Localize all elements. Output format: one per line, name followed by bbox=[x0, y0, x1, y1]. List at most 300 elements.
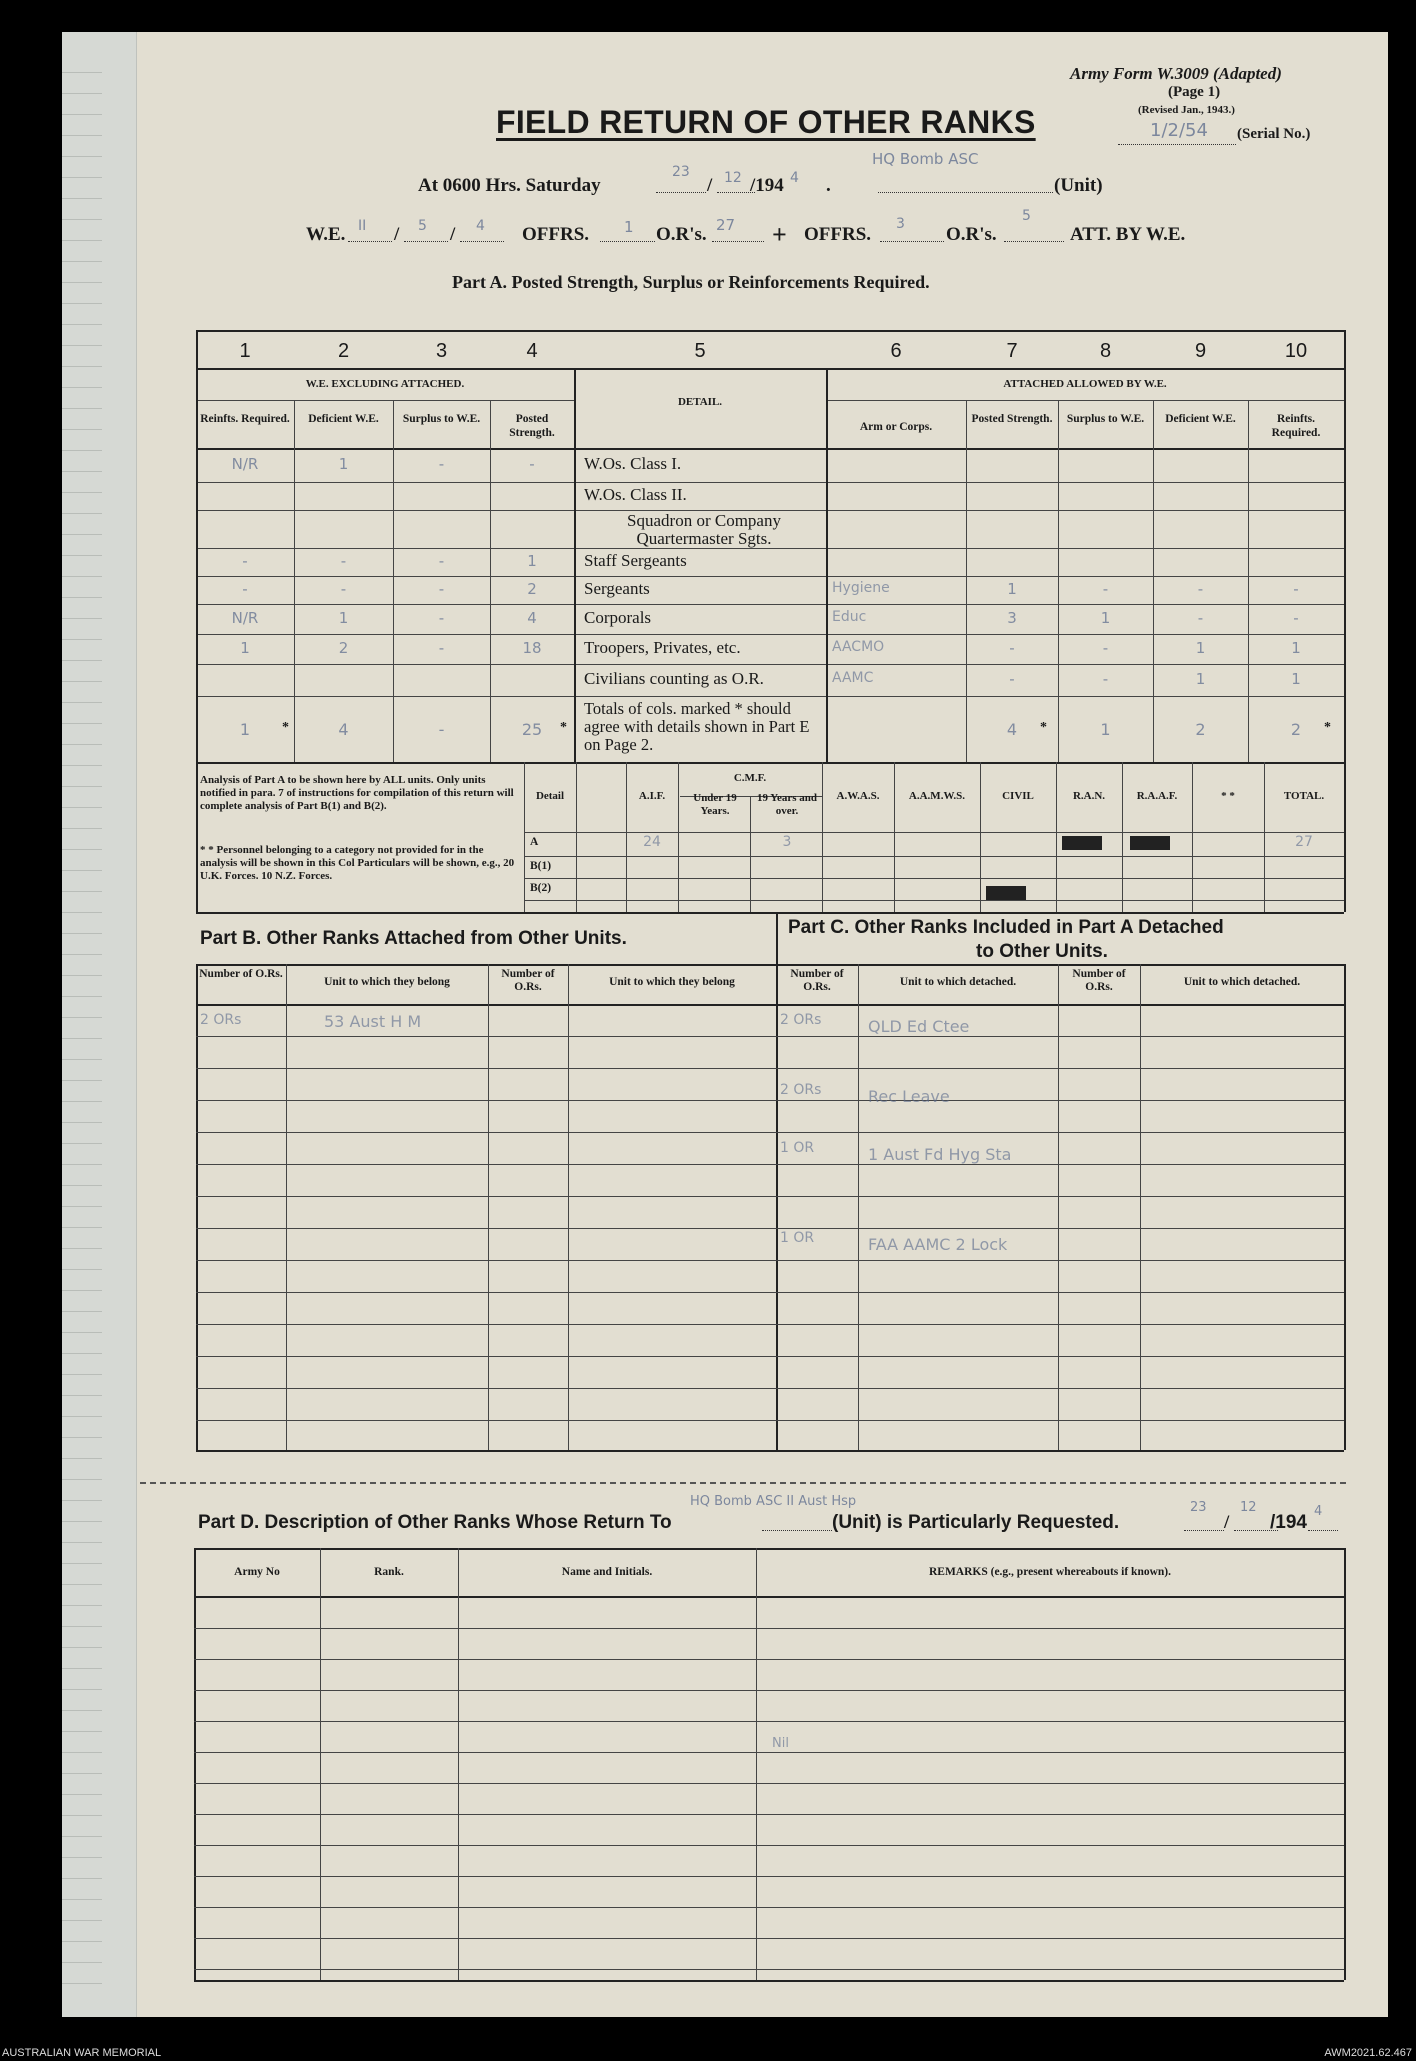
table-rule-h bbox=[194, 1845, 1344, 1846]
strip-mark bbox=[62, 1101, 102, 1102]
table-rule-h bbox=[194, 1628, 1344, 1629]
cell-value: 1 bbox=[1291, 639, 1301, 657]
strip-mark bbox=[62, 1185, 102, 1186]
offrs2-value: 3 bbox=[896, 216, 905, 232]
strip-mark bbox=[62, 366, 102, 367]
part-c-unit: FAA AAMC 2 Lock bbox=[868, 1235, 1008, 1254]
part-d-year-prefix: /194 bbox=[1270, 1512, 1307, 1533]
table-rule-h bbox=[194, 1548, 1344, 1550]
col-number-9: 9 bbox=[1194, 340, 1207, 362]
year-prefix: /194 bbox=[750, 175, 784, 196]
strip-mark bbox=[62, 1878, 102, 1879]
strip-mark bbox=[62, 450, 102, 451]
analysis-header-ran: R.A.N. bbox=[1072, 790, 1106, 802]
strip-mark bbox=[62, 1437, 102, 1438]
strip-mark bbox=[62, 1269, 102, 1270]
analysis-note: Analysis of Part A to be shown here by ALL units. Only units notified in para. 7 of instructions for compilation of this return will complete analysis of Part B(1) and B(2). bbox=[200, 774, 514, 812]
table-rule-h bbox=[524, 878, 1344, 879]
total-value: 4 bbox=[338, 720, 349, 739]
strip-mark bbox=[62, 618, 102, 619]
part-d-unit-label: (Unit) is Particularly Requested. bbox=[832, 1512, 1120, 1533]
cell-value: - bbox=[438, 580, 445, 598]
table-rule-h bbox=[194, 1721, 1344, 1722]
part-d-remark: Nil bbox=[772, 1736, 789, 1751]
cell-value: - bbox=[1197, 580, 1204, 598]
at-line-label: At 0600 Hrs. Saturday bbox=[418, 175, 601, 196]
analysis-row-label: B(1) bbox=[530, 860, 552, 872]
part-c-header: Number of O.Rs. bbox=[790, 968, 844, 993]
strip-mark bbox=[62, 912, 102, 913]
strip-mark bbox=[62, 1794, 102, 1795]
strip-mark bbox=[62, 828, 102, 829]
strip-mark bbox=[62, 1500, 102, 1501]
unit-label: (Unit) bbox=[1054, 175, 1103, 196]
group-left-header: W.E. EXCLUDING ATTACHED. bbox=[305, 378, 465, 390]
table-rule-v bbox=[776, 912, 778, 964]
strip-mark bbox=[62, 219, 102, 220]
strip-mark bbox=[62, 471, 102, 472]
blacked-out-cell bbox=[986, 886, 1026, 900]
analysis-header-civil: CIVIL bbox=[1002, 790, 1034, 802]
cell-value: - bbox=[438, 609, 445, 627]
arm-corps-value: Hygiene bbox=[832, 580, 890, 596]
offrs-value: 1 bbox=[624, 218, 634, 236]
analysis-header-aamws: A.A.M.W.S. bbox=[908, 790, 966, 802]
table-rule-h bbox=[196, 696, 1344, 697]
table-rule-h bbox=[196, 1100, 1344, 1101]
cell-value: 18 bbox=[522, 639, 542, 657]
cell-value: - bbox=[242, 552, 248, 570]
strip-mark bbox=[62, 1416, 102, 1417]
cell-value: 1 bbox=[1007, 580, 1017, 598]
strip-mark bbox=[62, 198, 102, 199]
part-b-header: Number of O.Rs. bbox=[501, 968, 555, 993]
table-rule-v bbox=[756, 1548, 757, 1980]
cell-value: - bbox=[340, 580, 347, 598]
part-c-title: Part C. Other Ranks Included in Part A Detached bbox=[788, 917, 1224, 938]
right-col-header: Posted Strength. bbox=[971, 413, 1053, 425]
plus-sign: + bbox=[772, 220, 787, 249]
table-rule-h bbox=[196, 1420, 1344, 1421]
cell-value: 1 bbox=[338, 455, 349, 473]
strip-mark bbox=[62, 1920, 102, 1921]
strip-mark bbox=[62, 975, 102, 976]
strip-mark bbox=[62, 303, 102, 304]
left-col-header: Deficient W.E. bbox=[308, 413, 379, 425]
table-rule-h bbox=[196, 634, 1344, 635]
total-value: 1 bbox=[239, 720, 251, 739]
analysis-header-awas: A.W.A.S. bbox=[836, 790, 880, 802]
table-rule-v bbox=[574, 368, 576, 762]
star-mark: * bbox=[560, 720, 567, 735]
strip-mark bbox=[62, 870, 102, 871]
binding-strip bbox=[62, 32, 137, 2017]
part-b-header: Unit to which they belong bbox=[609, 976, 735, 988]
strip-mark bbox=[62, 1563, 102, 1564]
strip-mark bbox=[62, 1332, 102, 1333]
strip-mark bbox=[62, 1227, 102, 1228]
table-rule-h bbox=[196, 664, 1344, 665]
total-value: 2 bbox=[1290, 720, 1302, 739]
detail-label: Civilians counting as O.R. bbox=[584, 669, 764, 688]
strip-mark bbox=[62, 1017, 102, 1018]
cell-value: - bbox=[1197, 609, 1204, 627]
ors-label: O.R's. bbox=[656, 224, 707, 245]
strip-mark bbox=[62, 114, 102, 115]
analysis-header-o19: 19 Years and over. bbox=[756, 792, 818, 817]
part-d-header: Rank. bbox=[374, 1566, 404, 1578]
cell-value: - bbox=[529, 455, 535, 473]
part-d-header: Army No bbox=[234, 1566, 280, 1578]
strip-mark bbox=[62, 1395, 102, 1396]
table-rule-v bbox=[980, 762, 981, 912]
col-number-1: 1 bbox=[239, 340, 251, 362]
table-rule-h bbox=[826, 400, 1344, 401]
table-rule-h bbox=[196, 330, 1344, 332]
cell-value: 4 bbox=[527, 609, 537, 627]
part-d-header: Name and Initials. bbox=[561, 1566, 653, 1578]
cell-value: - bbox=[438, 639, 445, 657]
col-number-5: 5 bbox=[694, 340, 706, 362]
strip-mark bbox=[62, 492, 102, 493]
table-rule-h bbox=[196, 482, 1344, 483]
table-rule-v bbox=[894, 762, 895, 912]
strip-mark bbox=[62, 1962, 102, 1963]
strip-mark bbox=[62, 261, 102, 262]
part-c-number: 1 OR bbox=[780, 1230, 815, 1246]
table-rule-v bbox=[524, 762, 525, 912]
table-rule-h bbox=[194, 1969, 1344, 1970]
analysis-o19: 3 bbox=[782, 834, 792, 850]
table-rule-v bbox=[1344, 1548, 1346, 1980]
strip-mark bbox=[62, 1731, 102, 1732]
table-rule-h bbox=[194, 1596, 1344, 1598]
table-rule-h bbox=[196, 1324, 1344, 1325]
table-rule-h bbox=[196, 964, 1344, 966]
table-rule-v bbox=[750, 796, 751, 912]
strip-mark bbox=[62, 93, 102, 94]
part-d-title: Part D. Description of Other Ranks Whose Return To bbox=[198, 1512, 672, 1533]
strip-mark bbox=[62, 1353, 102, 1354]
strip-mark bbox=[62, 1584, 102, 1585]
page-number: (Page 1) bbox=[1168, 84, 1221, 100]
col-number-2: 2 bbox=[337, 340, 350, 362]
cell-value: - bbox=[1102, 639, 1109, 657]
analysis-header-cmf: C.M.F. bbox=[733, 772, 767, 784]
part-d-year-suffix: 4 bbox=[1314, 1504, 1323, 1519]
col-number-7: 7 bbox=[1006, 340, 1018, 362]
table-rule-h bbox=[196, 1164, 1344, 1165]
serial-label: (Serial No.) bbox=[1237, 126, 1311, 142]
right-col-header: Reinfts. Required. bbox=[1271, 413, 1321, 439]
arm-corps-value: AAMC bbox=[832, 670, 874, 686]
strip-mark bbox=[62, 387, 102, 388]
strip-mark bbox=[62, 1941, 102, 1942]
cell-value: - bbox=[1293, 580, 1299, 598]
offrs2-label: OFFRS. bbox=[804, 224, 872, 245]
table-rule-h bbox=[196, 1356, 1344, 1357]
cell-value: 1 bbox=[527, 552, 537, 570]
analysis-row-label: B(2) bbox=[530, 882, 552, 894]
table-rule-h bbox=[524, 900, 1344, 901]
total-value: 2 bbox=[1195, 720, 1206, 739]
strip-mark bbox=[62, 1206, 102, 1207]
strip-mark bbox=[62, 807, 102, 808]
strip-mark bbox=[62, 1479, 102, 1480]
blacked-out-cell bbox=[1062, 836, 1102, 850]
star-mark: * bbox=[1324, 720, 1331, 735]
col-number-4: 4 bbox=[526, 340, 538, 362]
table-rule-h bbox=[524, 856, 1344, 857]
strip-mark bbox=[62, 1248, 102, 1249]
strip-mark bbox=[62, 639, 102, 640]
ors2-label: O.R's. bbox=[946, 224, 997, 245]
star-mark: * bbox=[282, 720, 289, 735]
strip-mark bbox=[62, 744, 102, 745]
right-col-header: Deficient W.E. bbox=[1165, 413, 1236, 425]
arm-corps-value: AACMO bbox=[832, 639, 885, 655]
analysis-header-total: TOTAL. bbox=[1283, 790, 1325, 802]
date-month: 12 bbox=[724, 170, 742, 186]
detail-label: W.Os. Class I. bbox=[584, 454, 682, 473]
table-rule-v bbox=[826, 368, 828, 762]
strip-mark bbox=[62, 1836, 102, 1837]
table-rule-v bbox=[196, 762, 198, 912]
strip-mark bbox=[62, 429, 102, 430]
strip-mark bbox=[62, 534, 102, 535]
total-value: 25 bbox=[521, 720, 543, 739]
table-rule-h bbox=[196, 1388, 1344, 1389]
cell-value: N/R bbox=[231, 609, 259, 627]
strip-mark bbox=[62, 1374, 102, 1375]
table-rule-h bbox=[524, 832, 1344, 833]
analysis-total: 27 bbox=[1295, 834, 1313, 850]
strip-mark bbox=[62, 1290, 102, 1291]
cell-value: - bbox=[1293, 609, 1299, 627]
strip-mark bbox=[62, 156, 102, 157]
strip-mark bbox=[62, 1542, 102, 1543]
ors-value: 27 bbox=[716, 216, 736, 234]
part-b-number: 2 ORs bbox=[200, 1012, 242, 1028]
serial-number-value: 1/2/54 bbox=[1150, 120, 1208, 141]
table-rule-h bbox=[196, 912, 1344, 914]
strip-mark bbox=[62, 1857, 102, 1858]
analysis-aif: 24 bbox=[643, 834, 661, 850]
analysis-header-raaf: R.A.A.F. bbox=[1136, 790, 1178, 802]
footer-left: AUSTRALIAN WAR MEMORIAL bbox=[2, 2047, 162, 2059]
table-rule-h bbox=[196, 576, 1344, 577]
table-rule-v bbox=[822, 762, 823, 912]
table-rule-h bbox=[194, 1938, 1344, 1939]
left-col-header: Reinfts. Required. bbox=[200, 413, 290, 425]
col-number-6: 6 bbox=[890, 340, 902, 362]
table-rule-v bbox=[1122, 762, 1123, 912]
strip-mark bbox=[62, 1815, 102, 1816]
strip-mark bbox=[62, 681, 102, 682]
table-rule-h bbox=[196, 368, 1344, 370]
table-rule-h bbox=[194, 1783, 1344, 1784]
arm-corps-value: Educ bbox=[832, 609, 867, 625]
table-rule-v bbox=[458, 1548, 459, 1980]
part-d-date-day: 23 bbox=[1190, 1500, 1207, 1515]
strip-mark bbox=[62, 345, 102, 346]
cell-value: - bbox=[1102, 580, 1109, 598]
cell-value: 2 bbox=[527, 580, 537, 598]
part-d-unit-value: HQ Bomb ASC II Aust Hsp bbox=[690, 1494, 857, 1509]
col-number-10: 10 bbox=[1284, 340, 1308, 362]
detail-label: Corporals bbox=[584, 608, 652, 627]
part-b-header: Number of O.Rs. bbox=[199, 968, 283, 980]
part-a-title: Part A. Posted Strength, Surplus or Reinforcements Required. bbox=[452, 272, 930, 292]
cell-value: 1 bbox=[240, 639, 250, 657]
cell-value: 3 bbox=[1007, 609, 1017, 627]
table-rule-h bbox=[194, 1690, 1344, 1691]
table-rule-v bbox=[320, 1548, 321, 1980]
year-suffix: 4 bbox=[790, 170, 799, 186]
cell-value: 1 bbox=[1195, 670, 1206, 688]
table-rule-h bbox=[196, 1260, 1344, 1261]
table-rule-h bbox=[196, 448, 1344, 450]
right-col-header: Arm or Corps. bbox=[859, 421, 933, 433]
table-rule-h bbox=[196, 1228, 1344, 1229]
strip-mark bbox=[62, 1773, 102, 1774]
table-rule-h bbox=[194, 1752, 1344, 1753]
part-c-unit: QLD Ed Ctee bbox=[868, 1017, 970, 1036]
revised-date: (Revised Jan., 1943.) bbox=[1138, 104, 1235, 116]
part-c-number: 2 ORs bbox=[780, 1012, 822, 1028]
strip-mark bbox=[62, 555, 102, 556]
form-id: Army Form W.3009 (Adapted) bbox=[1070, 64, 1282, 83]
strip-mark bbox=[62, 1164, 102, 1165]
strip-mark bbox=[62, 1038, 102, 1039]
strip-mark bbox=[62, 1521, 102, 1522]
table-rule-v bbox=[678, 762, 679, 912]
strip-mark bbox=[62, 1122, 102, 1123]
strip-mark bbox=[62, 177, 102, 178]
table-rule-v bbox=[1344, 762, 1346, 912]
strip-mark bbox=[62, 660, 102, 661]
date-day: 23 bbox=[672, 164, 690, 180]
part-c-header: Number of O.Rs. bbox=[1072, 968, 1126, 993]
unit-value: HQ Bomb ASC bbox=[872, 150, 979, 168]
detail-label: Troopers, Privates, etc. bbox=[584, 638, 741, 657]
strip-mark bbox=[62, 1626, 102, 1627]
strip-mark bbox=[62, 1710, 102, 1711]
cell-value: - bbox=[438, 552, 445, 570]
total-value: 1 bbox=[1100, 720, 1111, 739]
table-rule-v bbox=[1192, 762, 1193, 912]
analysis-header-detail: Detail bbox=[535, 790, 565, 802]
strip-mark bbox=[62, 996, 102, 997]
strip-mark bbox=[62, 933, 102, 934]
cell-value: 1 bbox=[1195, 639, 1206, 657]
left-col-header: Posted Strength. bbox=[509, 413, 555, 439]
strip-mark bbox=[62, 1080, 102, 1081]
strip-mark bbox=[62, 702, 102, 703]
table-rule-h bbox=[194, 1659, 1344, 1660]
cell-value: - bbox=[340, 552, 347, 570]
tear-line bbox=[140, 1482, 1346, 1484]
detail-label: Staff Sergeants bbox=[584, 551, 687, 570]
strip-mark bbox=[62, 1059, 102, 1060]
strip-mark bbox=[62, 1605, 102, 1606]
strip-mark bbox=[62, 282, 102, 283]
table-rule-h bbox=[194, 1876, 1344, 1877]
detail-label: Squadron or Company Quartermaster Sgts. bbox=[627, 511, 781, 548]
strip-mark bbox=[62, 240, 102, 241]
table-rule-h bbox=[194, 1814, 1344, 1815]
strip-mark bbox=[62, 408, 102, 409]
star-mark: * bbox=[1040, 720, 1047, 735]
att-label: ATT. BY W.E. bbox=[1070, 224, 1186, 245]
cell-value: N/R bbox=[231, 455, 259, 473]
strip-mark bbox=[62, 72, 102, 73]
totals-label: Totals of cols. marked * should agree with details shown in Part E on Page 2. bbox=[584, 699, 810, 754]
cell-value: 1 bbox=[1100, 609, 1111, 627]
detail-label: W.Os. Class II. bbox=[584, 485, 687, 504]
part-c-unit: 1 Aust Fd Hyg Sta bbox=[868, 1145, 1012, 1164]
cell-value: - bbox=[1102, 670, 1109, 688]
table-rule-h bbox=[196, 548, 1344, 549]
footer-right: AWM2021.62.467 bbox=[1324, 2047, 1412, 2059]
table-rule-h bbox=[196, 1292, 1344, 1293]
strip-mark bbox=[62, 135, 102, 136]
analysis-row-label: A bbox=[530, 836, 539, 848]
table-rule-v bbox=[576, 762, 577, 912]
part-c-number: 2 ORs bbox=[780, 1082, 822, 1098]
strip-mark bbox=[62, 1143, 102, 1144]
cell-value: 1 bbox=[1291, 670, 1301, 688]
cell-value: 1 bbox=[338, 609, 349, 627]
part-d-header: REMARKS (e.g., present whereabouts if known). bbox=[928, 1566, 1172, 1578]
serial-underline bbox=[1118, 144, 1236, 145]
part-c-header: Unit to which detached. bbox=[899, 976, 1017, 988]
cell-value: - bbox=[242, 580, 248, 598]
strip-mark bbox=[62, 1311, 102, 1312]
table-rule-v bbox=[1344, 964, 1346, 1450]
part-d-date-month: 12 bbox=[1240, 1500, 1257, 1515]
strip-mark bbox=[62, 1983, 102, 1984]
col-number-8: 8 bbox=[1099, 340, 1112, 362]
part-c-unit: Rec Leave bbox=[868, 1087, 950, 1106]
part-c-number: 1 OR bbox=[780, 1140, 815, 1156]
strip-mark bbox=[62, 954, 102, 955]
analysis-header-aif: A.I.F. bbox=[638, 790, 666, 802]
detail-header: DETAIL. bbox=[677, 396, 723, 408]
table-rule-h bbox=[196, 1004, 1344, 1006]
we-label: W.E. bbox=[306, 224, 346, 245]
strip-mark bbox=[62, 576, 102, 577]
we-value-2: 5 bbox=[418, 218, 427, 234]
table-rule-v bbox=[1344, 330, 1346, 762]
strip-mark bbox=[62, 786, 102, 787]
part-c-title-2: to Other Units. bbox=[976, 941, 1108, 962]
cell-value: - bbox=[1009, 670, 1015, 688]
strip-mark bbox=[62, 1752, 102, 1753]
strip-mark bbox=[62, 1689, 102, 1690]
part-b-header: Unit to which they belong bbox=[324, 976, 450, 988]
table-rule-h bbox=[194, 1907, 1344, 1908]
col-number-3: 3 bbox=[435, 340, 448, 362]
table-rule-h bbox=[196, 1450, 1344, 1452]
table-rule-v bbox=[194, 1548, 196, 1980]
offrs-label: OFFRS. bbox=[522, 224, 590, 245]
form-title: FIELD RETURN OF OTHER RANKS bbox=[496, 104, 1036, 140]
strip-mark bbox=[62, 723, 102, 724]
cell-value: - bbox=[438, 455, 445, 473]
strip-mark bbox=[62, 849, 102, 850]
strip-mark bbox=[62, 597, 102, 598]
